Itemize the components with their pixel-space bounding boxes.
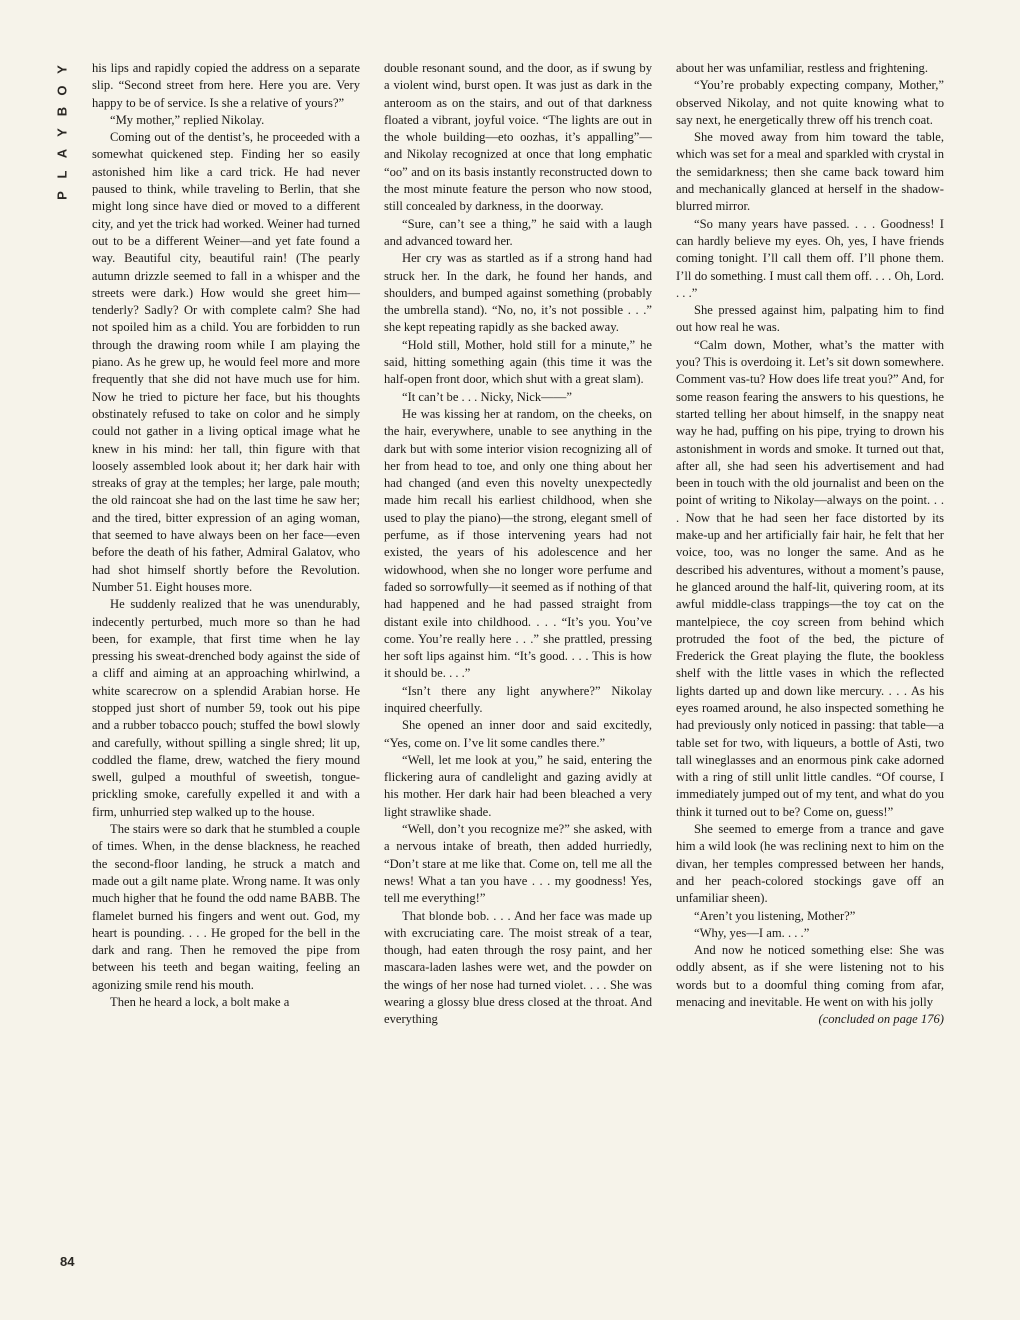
paragraph: “Sure, can’t see a thing,” he said with a laugh and advanced toward her. [384, 216, 652, 248]
paragraph: “Well, let me look at you,” he said, entering the flickering aura of candlelight and gazing avidly at his mother. Her dark hair had been bleached a very light strawlike shade. [384, 752, 652, 819]
paragraph: about her was unfamiliar, restless and frightening. [676, 61, 928, 75]
masthead-letter: L [54, 168, 70, 179]
masthead-letter: O [54, 83, 70, 96]
masthead-letter: Y [54, 126, 70, 137]
masthead-letter: Y [54, 63, 70, 74]
paragraph: She pressed against him, palpating him to find out how real he was. [676, 303, 944, 335]
text-column-1 [92, 60, 360, 1029]
paragraph: his lips and rapidly copied the address on a separate slip. “Second street from here. Here you are. Very happy to be of service. Is she a relative of yours?” [92, 61, 360, 110]
page-number: 84 [60, 1254, 75, 1269]
paragraph: “Aren’t you listening, Mother?” [694, 908, 856, 923]
paragraph: He was kissing her at random, on the cheeks, on the hair, everywhere, unable to see anything in the dark but with some interior vision recognizing all of her from head to toe, and only one thing about her had changed (and even this novelty unexpectedly made him recall his earliest childhood, when she used to play the piano)—the strong, elegant smell of perfume, as if those intervening years had not existed, the years of his adolescence and her widowhood, when she no longer wore perfume and faded so sorrowfully—it seemed as if nothing of that had happened and he had passed straight from distant exile into childhood. . . . “It’s you. You’ve come. You’re really here . . .” she prattled, pressing her soft lips against him. “It’s good. . . . This is how it should be. . . .” [384, 406, 652, 681]
paragraph: The stairs were so dark that he stumbled a couple of times. When, in the dense blackness, he reached the second-floor landing, he struck a match and made out a gilt name plate. Wrong name. It was only much higher that he found the odd name BABB. The flamelet burned his fingers and went out. God, my heart is pounding. . . . He groped for the bell in the dark and rang. Then he removed the pipe from between his teeth and began waiting, feeling an agonizing smile rend his mouth. [92, 822, 360, 992]
paragraph: Coming out of the dentist’s, he proceeded with a somewhat quickened step. Finding her so easily astonished him like a card trick. He had never paused to think, while traveling to Berlin, that she might long since have died or moved to a different city, and yet the trick had worked. Weiner had turned out to be a different Weiner—and yet fate found a way. Beautiful city, beautiful rain! (The pearly autumn drizzle seemed to fall in a whisper and the streets were dark.) How would she greet him—tenderly? Sadly? Or with complete calm? She had not spoiled him as a child. You are forbidden to run through the drawing room while I am playing the piano. As he grew up, he would feel more and more frequently that she did not have much use for him. Now he tried to picture her face, but his thoughts obstinately refused to take on color and he simply could not gather in a living optical image what he knew in his mind: her tall, thin figure with that loosely assembled look about it; her dark hair with streaks of gray at the temples; her large, pale mouth; the old raincoat she had on the last time he saw her; and the tired, bitter expression of an aging woman, that seemed to have always been on her face—even before the death of his father, Admiral Galatov, who had shot himself shortly before the Revolution. Number 51. Eight houses more. [92, 130, 360, 594]
paragraph: “Hold still, Mother, hold still for a minute,” he said, hitting something again (this time it was the half-open front door, which shut with a great slam). [384, 337, 652, 387]
paragraph: She moved away from him toward the table, which was set for a meal and sparkled with crystal in the semidarkness; then she came back toward him and mechanically glanced at herself in the shadow-blurred mirror. [676, 130, 944, 214]
paragraph: Then he heard a lock, a bolt make a [110, 995, 290, 1010]
paragraph: She seemed to emerge from a trance and gave him a wild look (he was reclining next to him on the divan, her temples compressed between her hands, and her peach-colored stockings gave off an unfamiliar sheen). [676, 822, 944, 906]
continuation-note: (concluded on page 176) [818, 1012, 944, 1027]
paragraph: “Isn’t there any light anywhere?” Nikolay inquired cheerfully. [384, 683, 652, 715]
masthead-letter: P [54, 189, 70, 200]
paragraph: “You’re probably expecting company, Mother,” observed Nikolay, and not quite knowing what to say next, he energetically threw off his trench coat. [676, 78, 944, 127]
paragraph: That blonde bob. . . . And her face was made up with excruciating care. The moist streak of a tear, though, had eaten through the rosy paint, and her mascara-laden lashes were wet, and the powder on the wings of her nose had turned violet. . . . She was wearing a glossy blue dress closed at the throat. And everything [384, 908, 652, 1027]
paragraph: “So many years have passed. . . . Goodness! I can hardly believe my eyes. Oh, yes, I have friends coming tonight. I’ll call them off. I’ll phone them. I’ll do something. I must call them off. . . . Oh, Lord. . . .” [676, 216, 944, 300]
paragraph: double resonant sound, and the door, as if swung by a violent wind, burst open. It was just as dark in the anteroom as on the stairs, and out of that darkness floated a vibrant, joyful voice. “The lights are out in the whole building—eto oozhas, it’s appalling”—and Nikolay recognized at once that long emphatic “oo” and on its basis instantly reconstructed down to the most minute feature the person who now stood, still concealed by darkness, in the doorway. [384, 61, 652, 214]
paragraph: She opened an inner door and said excitedly, “Yes, come on. I’ve lit some candles there.” [384, 718, 652, 750]
paragraph: “My mother,” replied Nikolay. [110, 112, 265, 127]
paragraph: “Well, don’t you recognize me?” she asked, with a nervous intake of breath, then added hurriedly, “Don’t stare at me like that. Come on, tell me all the news! What a tan you have . . . my goodness! Yes, tell me everything!” [384, 822, 652, 906]
text-column-2 [384, 60, 652, 1029]
magazine-masthead-vertical [52, 58, 72, 205]
paragraph: Her cry was as startled as if a strong hand had struck her. In the dark, he found her hands, and shoulders, and bumped against something (probably the umbrella stand). “No, no, it’s not possible . . .” she kept repeating rapidly as she backed away. [384, 251, 652, 335]
masthead-letter: B [54, 104, 70, 117]
paragraph: “Why, yes—I am. . . .” [694, 925, 810, 940]
paragraph: “Calm down, Mother, what’s the matter with you? This is overdoing it. Let’s sit down somewhere. Comment vas-tu? How does life treat you?” And, for some reason fearing the answers to his questions, he started telling her about himself, in the snappy neat way he had, puffing on his pipe, trying to drown his astonishment in words and smoke. It turned out that, after all, she had seen his advertisement and had been in touch with the old journalist and been on the point of writing to Nikolay—always on the point. . . . Now that he had seen her face distorted by its make-up and her artificially fair hair, he felt that her voice, too, was no longer the same. And as he described his adventures, without a moment’s pause, he glanced around the half-lit, quivering room, at its awful middle-class trappings—the toy cat on the mantelpiece, the coy screen from behind which protruded the foot of the bed, the picture of Frederick the Great playing the flute, the bookless shelf with the little vases in which the reflected lights darted up and down like mercury. . . . As his eyes roamed around, he also inspected something he had previously only noticed in passing: that table—a table set for two, with liqueurs, a bottle of Asti, two tall wineglasses and an enormous pink cake adorned with a ring of still unlit little candles. “Of course, I immediately jumped out of my tent, and what do you think it turned out to be? Come on, guess!” [676, 337, 944, 819]
paragraph: “It can’t be . . . Nicky, Nick——” [402, 389, 572, 404]
text-column-3 [676, 60, 944, 1029]
masthead-letter: A [54, 146, 70, 159]
paragraph: And now he noticed something else: She was oddly absent, as if she were listening not to his words but to a doomful thing coming from afar, menacing and inevitable. He went on with his jolly [676, 943, 944, 1010]
paragraph: He suddenly realized that he was unendurably, indecently perturbed, much more so than he had been, for example, that first time when he lay pressing his sweat-drenched body against the side of a cliff and aiming at an approaching whirlwind, a white scarecrow on a splendid Arabian horse. He stopped just short of number 59, took out his pipe and a rubber tobacco pouch; stuffed the bowl slowly and carefully, without spilling a single shred; lit up, coddled the flame, drew, watched the fiery mound swell, gulped a mouthful of sweetish, tongue-prickling smoke, carefully expelled it and with a firm, unhurried step walked up to the house. [92, 597, 360, 819]
article-body [92, 60, 944, 1029]
